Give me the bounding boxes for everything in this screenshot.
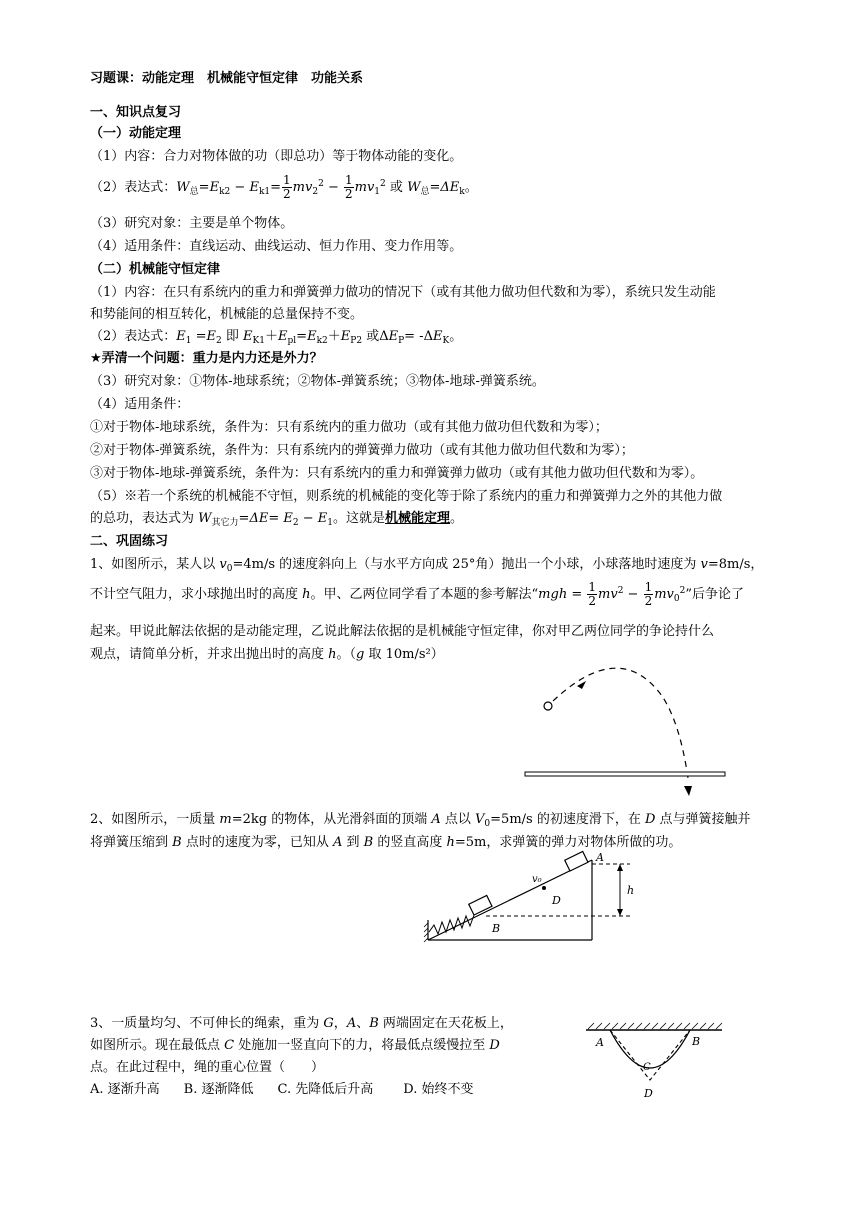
option-a: A. 逐渐升高 <box>90 1082 160 1097</box>
page-title: 习题课：动能定理 机械能守恒定律 功能关系 <box>90 71 364 86</box>
condition-1: ①对于物体-地球系统，条件为：只有系统内的重力做功（或有其他力做功但代数和为零）； <box>90 420 608 435</box>
option-c: C. 先降低后升高 <box>277 1082 374 1097</box>
block-at-b <box>469 895 492 915</box>
energy-theorem-2: 的总功，表达式为 $W_{其它力}=\Delta E= E_2 - E_1$。这就是机械能定理。 <box>90 511 464 528</box>
theorem-content: （1）内容：合力对物体做的功（即总功）等于物体动能的变化。 <box>90 149 463 164</box>
label-a: A <box>596 851 604 864</box>
rope-label-d: D <box>644 1087 653 1100</box>
ball-icon <box>544 702 552 710</box>
q1-line-1: 1、如图所示，某人以 $v_0=4m/s$ 的速度斜向上（与水平方向成 25°角）抛出一个小球，小球落地时速度为 v=8m/s， <box>90 557 764 574</box>
subsection-1-heading: （一）动能定理 <box>90 126 182 141</box>
q3-line-2: 如图所示。现在最低点 C 处施加一竖直向下的力，将最低点缓慢拉至 D <box>90 1038 500 1053</box>
condition-3: ③对于物体-地球-弹簧系统，条件为：只有系统内的重力和弹簧弹力做功（或有其他力做功但代数和为零）。 <box>90 466 704 481</box>
trajectory-arrow-icon <box>577 681 586 689</box>
star-question: ★弄清一个问题：重力是内力还是外力？ <box>90 351 323 366</box>
q1-projectile-figure <box>520 668 740 808</box>
theorem-formula: （2）表达式：$W_总=E_{k2} - E_{k1}=$ $\frac{1}{2}$ $mv_2^2$ − $\frac{1}{2}$ $mv_1^2$ 或 $W_总=\Delta E_k$。 <box>90 173 478 201</box>
conservation-formula: （2）表达式：$E_1 =E_2$ 即 $E_{K1}+E_{pl}=E_{k2}+E_{P2}$ 或$\Delta E_P= -\Delta E_K$。 <box>90 329 463 346</box>
q3-line-3: 点。在此过程中，绳的重心位置（ ） <box>90 1060 325 1075</box>
point-d <box>542 886 546 890</box>
spring-coil <box>429 915 474 934</box>
rope-label-c: C <box>643 1062 651 1073</box>
incline-surface <box>428 860 592 940</box>
ground-plank <box>525 772 725 776</box>
height-arrow-up-icon <box>617 864 623 871</box>
q3-options <box>90 1081 473 1099</box>
q1-line-4: 观点，请简单分析，并求出抛出时的高度 h。（g 取 10m/s²） <box>90 647 444 662</box>
section-1-heading: 一、知识点复习 <box>90 105 182 120</box>
section-2-heading: 二、巩固练习 <box>90 534 169 549</box>
q2-incline-figure <box>420 848 650 948</box>
research-object: （3）研究对象：主要是单个物体。 <box>90 216 294 231</box>
ceiling-hatch <box>588 1023 722 1029</box>
rope-label-b: B <box>692 1035 701 1048</box>
energy-theorem-1: （5）※若一个系统的机械能不守恒，则系统的机械能的变化等于除了系统内的重力和弹簧弹力之外的其他力做 <box>90 489 723 504</box>
conservation-content-1: （1）内容：在只有系统内的重力和弹簧弹力做功的情况下（或有其他力做功但代数和为零），系统只发生动能 <box>90 285 716 300</box>
q3-rope-figure <box>580 1018 730 1102</box>
conservation-object: （3）研究对象：①物体-地球系统；②物体-弹簧系统；③物体-地球-弹簧系统。 <box>90 374 545 389</box>
q1-line-2: 不计空气阻力，求小球抛出时的高度 h。甲、乙两位同学看了本题的参考解法“mgh = $\frac{1}{2}$ $mv^2$ − $\frac{1}{2}$ $mv_0^2$”后争论了 <box>90 580 745 608</box>
applicable-conditions: （4）适用条件：直线运动、曲线运动、恒力作用、变力作用等。 <box>90 239 463 254</box>
trajectory-curve <box>553 668 688 778</box>
q1-line-3: 起来。甲说此解法依据的是动能定理，乙说此解法依据的是机械能守恒定律，你对甲乙两位同学的争论持什么 <box>90 624 715 639</box>
condition-2: ②对于物体-弹簧系统，条件为：只有系统内的弹簧弹力做功（或有其他力做功但代数和为零）； <box>90 443 634 458</box>
spring-wall-hatch <box>424 923 428 942</box>
height-arrow-down-icon <box>617 909 623 916</box>
block-at-a <box>565 851 588 871</box>
q2-line-2: 将弹簧压缩到 B 点时的速度为零，已知从 A 到 B 的竖直高度 h=5m，求弹簧的弹力对物体所做的功。 <box>90 835 682 850</box>
q2-line-1: 2、如图所示，一质量 m=2kg 的物体，从光滑斜面的顶端 A 点以 $V_0=5m/s$ 的初速度滑下，在 D 点与弹簧接触并 <box>90 812 751 829</box>
label-b: B <box>492 922 501 935</box>
label-v0: v₀ <box>532 874 542 885</box>
conservation-content-2: 和势能间的相互转化，机械能的总量保持不变。 <box>90 307 364 322</box>
subsection-2-heading: （二）机械能守恒定律 <box>90 262 221 277</box>
q3-line-1: 3、一质量均匀、不可伸长的绳索，重为 G，A、B 两端固定在天花板上， <box>90 1016 513 1031</box>
option-b: B. 逐渐降低 <box>183 1082 254 1097</box>
landing-arrow-icon <box>684 786 692 796</box>
rope-label-a: A <box>596 1036 604 1049</box>
option-d: D. 始终不变 <box>403 1082 474 1097</box>
label-h: h <box>627 884 635 897</box>
label-d: D <box>552 894 561 907</box>
conservation-conditions: （4）适用条件： <box>90 397 190 412</box>
